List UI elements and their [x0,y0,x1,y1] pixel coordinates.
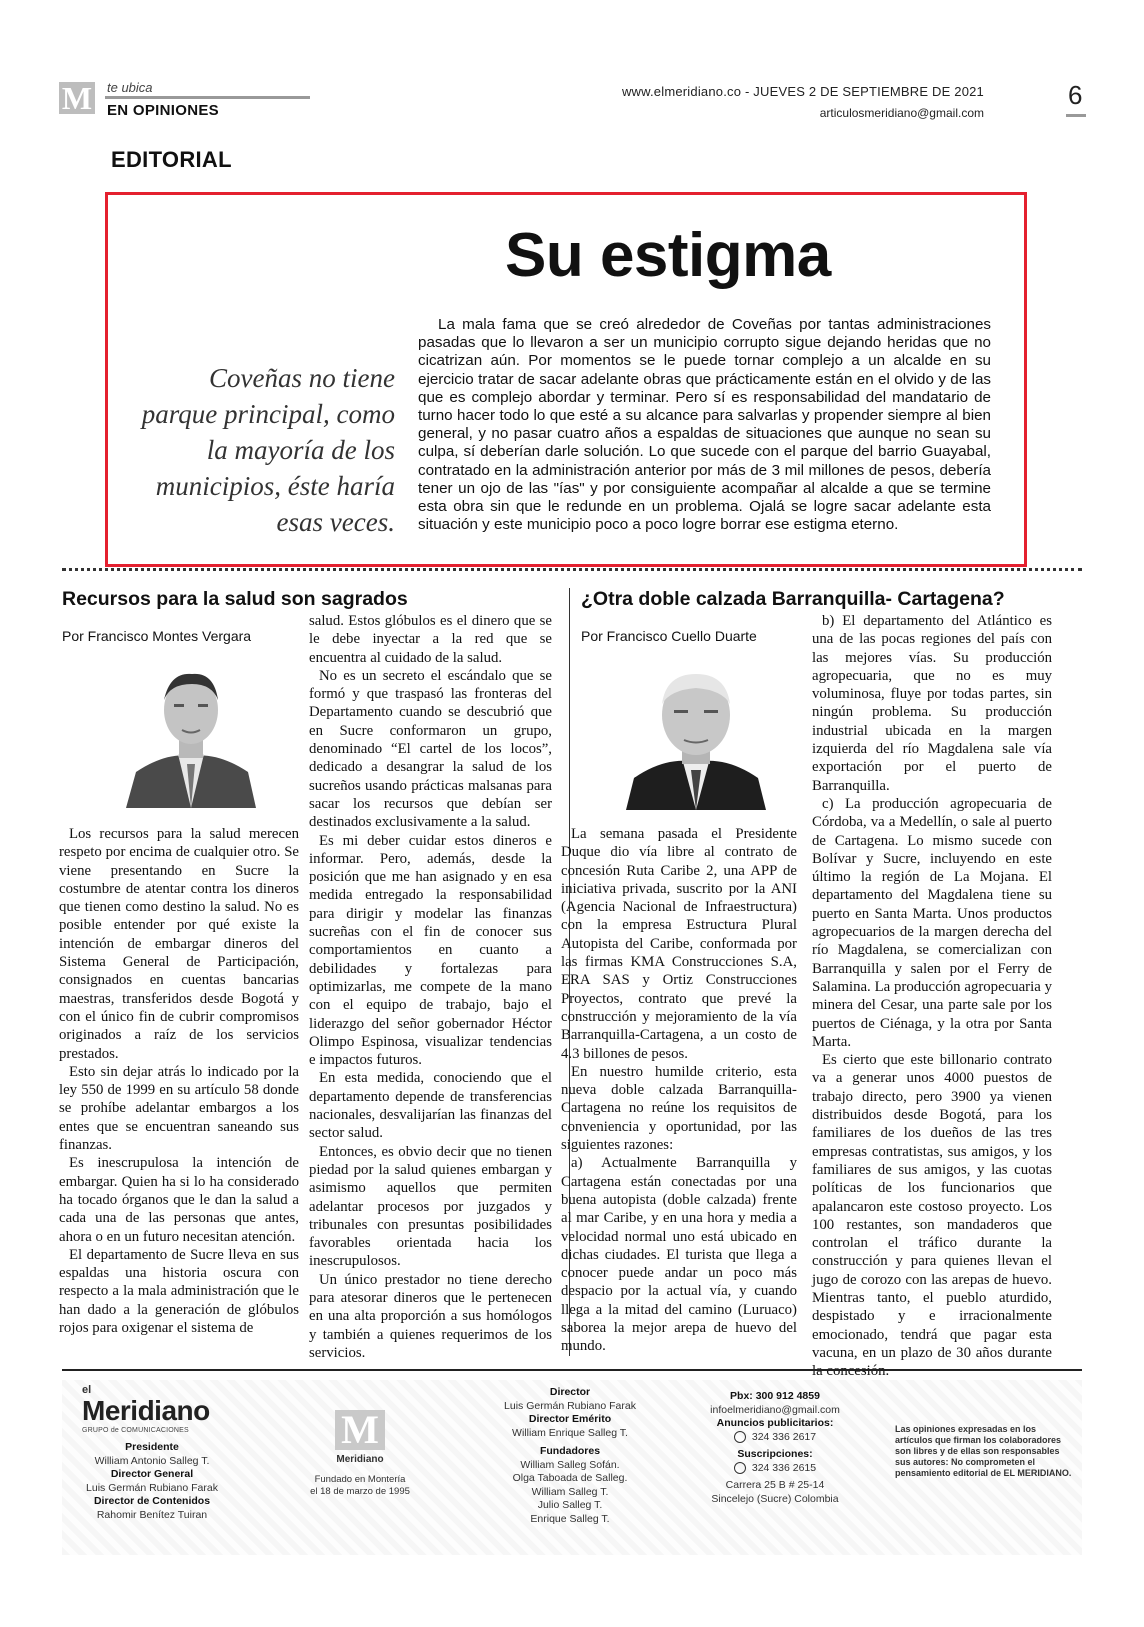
paragraph: No es un secreto el escándalo que se formó y que traspasó las fronteras del Departamento cuando se descubrió que en Sucre conformaron un grupo, denominado “El cartel de los locos”, dedicado a desangrar la salud de los sucreños usando prácticas malsanas para sacar los recursos que debían ser destinados exclusivamente a la salud. [309,667,552,831]
whatsapp-icon [734,1431,746,1443]
director-emerito-label: Director Emérito [528,1413,612,1425]
director-label: Director [549,1386,591,1398]
info-email[interactable]: infoelmeridiano@gmail.com [710,1403,840,1416]
brand-el: el [82,1384,92,1396]
footer-m-logo: M [335,1410,385,1450]
fundador: Olga Taboada de Salleg. [512,1472,628,1484]
contact-email[interactable]: articulosmeridiano@gmail.com [819,106,984,120]
paragraph: a) Actualmente Barranquilla y Cartagena están conectadas por una buena autopista (doble calzada) frente al mar Caribe, y en una hora y media a velocidad normal uno está ubicado en dichas ciudades. El turista que llega a conocer puede andar un poco más despacio por la actual vía, y cuando llega a la mitad del camino (Luruaco) saborea la mejor arepa de huevo del mundo. [561,1155,797,1355]
director-emerito-name: William Enrique Salleg T. [512,1426,628,1439]
director-contenidos-label: Director de Contenidos [93,1495,211,1507]
footer-staff-center [470,1386,670,1526]
article-right-byline: Por Francisco Cuello Duarte [581,628,757,644]
paragraph: En esta medida, conociendo que el departamento depende de transferencias nacionales, desvalijarían las finanzas del sector salud. [309,1070,552,1142]
paragraph: Es inescrupulosa la intención de embargar. Quien ha si lo ha considerado ha tocado órganos que le dan la salud a cada una de las personas que antes, ahora o en un futuro necesitan atención. [59,1155,299,1245]
brand-name: Meridiano [82,1394,210,1426]
paragraph: b) El departamento del Atlántico es una de las pocas regiones del país con las mejores vías. Su producción agropecuaria, que no es muy voluminosa, fluye por todas partes, sin ningún problema. Su producción industrial ubicada en la margen izquierda del río Magdalena sale vía exportación por el puerto de Barranquilla. [812,613,1052,794]
article-right-headline: ¿Otra doble calzada Barranquilla- Cartagena? [581,588,1005,610]
editorial-kicker: EDITORIAL [111,147,232,172]
anuncios-label: Anuncios publicitarios: [716,1417,834,1429]
page-number: 6 [1068,80,1083,110]
director-name: Luis Germán Rubiano Farak [504,1399,636,1412]
footer-disclaimer: Las opiniones expresadas en los artículos que firman los colaboradores son libres y de ellas son responsables sus autores: No comprometen el pensamiento editorial de EL MERIDIANO. [895,1424,1072,1478]
page-number-rule [1066,114,1086,117]
founded-line-1: Fundado en Montería [314,1474,406,1485]
footer-rule [62,1369,1082,1371]
presidente-label: Presidente [125,1441,179,1453]
brand-group: GRUPO de COMUNICACIONES [82,1426,189,1434]
fundador: Julio Salleg T. [537,1499,603,1511]
founded-line-2: el 18 de marzo de 1995 [310,1486,410,1497]
presidente-name: William Antonio Salleg T. [94,1454,210,1467]
paragraph: c) La producción agropecuaria de Córdoba, va a Medellín, o sale al puerto de Cartagena. Lo mismo sucede con Bolívar y Sucre, incluyendo en este último la región de La Mojana. El departamento del Magdalena tiene su puerto en Santa Marta. Unos productos agropecuarios de la margen derecha del río Magdalena, se comercializan con Barranquilla y salen por el Ferry de Salamina. La producción agropecuaria y minera del Cesar, una parte sale por los puertos de Ciénaga, y la otra por Santa Marta. [812,795,1052,1050]
whatsapp-icon [734,1462,746,1474]
fundador: William Salleg Sofán. [520,1458,620,1471]
article-right-column-2 [812,612,1052,1380]
anuncios-phone: 324 336 2617 [751,1430,817,1443]
fundadores-label: Fundadores [539,1445,601,1457]
paragraph: Entonces, es obvio decir que no tienen piedad por la salud quienes embargan y asimismo aquellos que permiten adelantar procesos por juzgados y tribunales con presuntas posibilidades favorables orientada hacia los inescrupulosos. [309,1143,552,1270]
address-line-1: Carrera 25 B # 25-14 [725,1479,825,1491]
author-photo-cuello [626,660,766,810]
anuncios-phone-row[interactable] [685,1431,865,1445]
director-general-label: Director General [110,1468,194,1480]
director-contenidos-name: Rahomir Benítez Tuiran [96,1508,208,1521]
paragraph: salud. Estos glóbulos es el dinero que se le debe inyectar a la red que se encuentra al cuidado de la salud. [309,613,552,666]
paragraph: Un único prestador no tiene derecho para atesorar dineros que le pertenecen en una alta proporción a sus homólogos y también a quienes requerimos de los servicios. [309,1271,552,1361]
dotted-divider [62,568,1082,571]
editorial-title: Su estigma [505,221,831,290]
article-left-column-1 [59,825,299,1337]
paragraph: En nuestro humilde criterio, esta nueva doble calzada Barranquilla-Cartagena no reúne los requisitos de conveniencia y oportunidad, por las siguientes razones: [561,1063,797,1154]
footer-brand-logo [82,1384,232,1437]
article-left-column-2 [309,612,552,1362]
founded-info [295,1474,425,1498]
paragraph: Es mi deber cuidar estos dineros e informar. Pero, además, desde la posición que me han asignado y en esa medida entregado la responsabilidad para dirigir y modelar las finanzas sucreñas con el fin de conocer sus comportamientos en cuanto a debilidades y fortalezas para optimizarlas, me compete de la mano con el equipo de trabajo, bajo el liderazgo del señor gobernador Héctor Olimpo Espinosa, visualizar tendencias e impactos futuros. [309,832,552,1069]
address-line-2: Sincelejo (Sucre) Colombia [711,1492,839,1505]
fundador: William Salleg T. [531,1485,609,1498]
paragraph: Los recursos para la salud merecen respeto por encima de cualquier otro. Se viene presentando en Sucre la costumbre de atentar contra los dineros que tienen como destino la salud. No es posible entender por qué existe la intención de embargar dineros del Sistema General de Participación, consignados en cuentas bancarias maestras, transferidos desde Bogotá y con el único fin de cubrir compromisos originados a raíz de los servicios prestados. [59,826,299,1062]
director-general-name: Luis Germán Rubiano Farak [86,1481,218,1494]
section-title: EN OPINIONES [107,102,219,119]
article-left-headline: Recursos para la salud son sagrados [62,588,408,610]
footer-staff-left [62,1441,242,1522]
suscripciones-phone-row[interactable] [685,1462,865,1476]
author-photo-montes [126,660,256,808]
section-rule [105,96,310,99]
article-left-byline: Por Francisco Montes Vergara [62,628,252,644]
fundador: Enrique Salleg T. [530,1512,610,1525]
site-and-date[interactable]: www.elmeridiano.co - JUEVES 2 DE SEPTIEMBRE DE 2021 [621,84,984,99]
editorial-pull-quote: Coveñas no tiene parque principal, como la mayoría de los municipios, éste haría esas veces. [141,363,395,537]
paragraph: Es cierto que este billonario contrato va a generar unos 4000 puestos de trabajo directo, pero 3900 ya vienen distribuidos desde Bogotá, para los familiares de los dueños de las tres empresas contratistas, sus amigos, y los familiares de sus amigos, y las cuotas políticas de los funcionarios que apalancaron este costoso proyecto. Los 100 restantes, son mandaderos que controlan el tráfico durante la construcción y para quienes llevan el jugo de corozo con las arepas de huevo. Mientras tanto, el pueblo aturdido, despistado y e irracionalmente emocionado, tendrá que pagar esta vacuna, en un plazo de 30 años durante la concesión. [812,1052,1052,1380]
footer-m-logo-name: Meridiano [336,1454,384,1465]
paragraph: El departamento de Sucre lleva en sus espaldas una historia oscura con respecto a la mala administración que le han dado a la generación de glóbulos rojos para oxigenar el sistema de [59,1246,299,1337]
footer-contact [685,1390,865,1506]
paragraph: Esto sin dejar atrás lo indicado por la ley 550 de 1999 en su artículo 58 donde se prohíbe adelantar embargos a los entes que se encuentran saneando sus finanzas. [59,1063,299,1154]
suscripciones-phone: 324 336 2615 [751,1461,817,1474]
pbx: Pbx: 300 912 4859 [730,1390,820,1402]
te-ubica-label: te ubica [107,80,153,95]
paragraph: La semana pasada el Presidente Duque dio vía libre al contrato de concesión Ruta Caribe 2, una APP de iniciativa privada, suscrito por la ANI (Agencia Nacional de Infraestructura) con la empresa Estructura Plural Autopista del Caribe, conformada por las firmas KMA Construcciones S.A, ERA SAS y Ortiz Construcciones Proyectos, contrato que prevé la construcción y mejoramiento de la vía Barranquilla-Cartagena, a un costo de 4.3 billones de pesos. [561,826,797,1062]
suscripciones-label: Suscripciones: [737,1448,813,1460]
editorial-body: La mala fama que se creó alrededor de Coveñas por tantas administraciones pasadas que lo llevaron a ser un municipio corrupto sigue dejando heridas que no cicatrizan aún. Por momentos se le puede tornar complejo a un alcalde en su ejercicio tratar de sacar adelante obras que prácticamente están en el olvido y de las que es complejo abordar y terminar. Pero sí es responsabilidad del mandatario de turno hacer todo lo que esté a su alcance para salvarlas y propender siempre al bien general, y no pasar cuatro años a espaldas de situaciones que aunque no sean su culpa, sí deberían darle solución. Lo que sucede con el parque del barrio Guayabal, contratado en la administración anterior por más de 3 mil millones de pesos, debería tener un ojo de las "ías" y por consiguiente acompañar al alcalde a que se termine esta obra sin que le redunde en un problema. Ojalá se logre sacar adelante esta situación y este municipio poco a poco logre borrar ese estigma eterno. [418,316,991,534]
article-right-column-1 [561,825,797,1356]
meridiano-logo: M [59,82,95,114]
